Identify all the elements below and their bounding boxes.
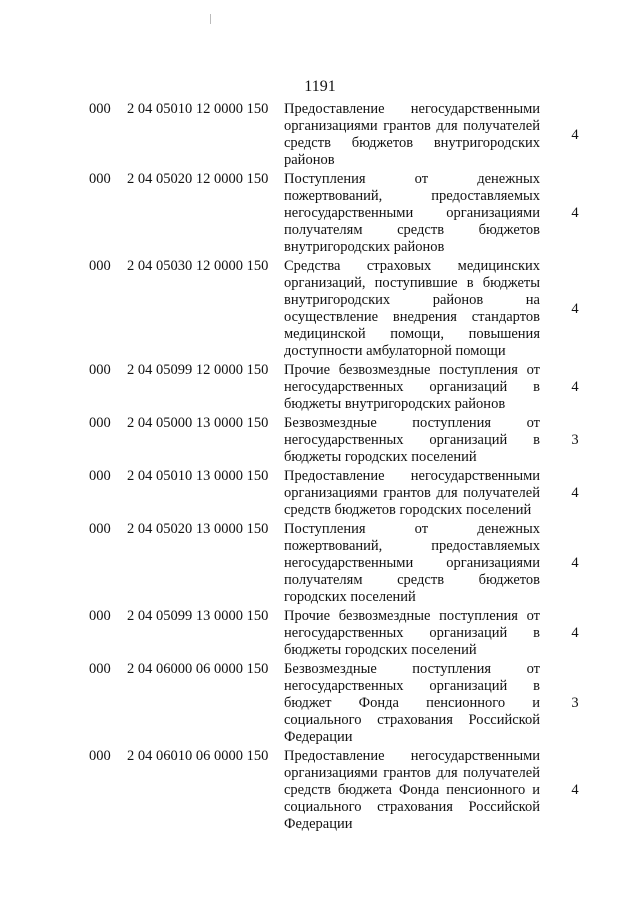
level: 3: [571, 695, 579, 711]
budget-code: 2 04 05020 12 0000 150: [127, 171, 269, 187]
level: 4: [571, 782, 579, 798]
admin-code: 000: [89, 661, 111, 677]
admin-code: 000: [89, 748, 111, 764]
income-name: Предоставление негосударственными организациями грантов для получателей средств бюджета Фонда пенсионного и социального страхования Российской Федерации: [284, 748, 540, 832]
income-name: Поступления от денежных пожертвований, предоставляемых негосударственными организациями получателям средств бюджетов городских поселений: [284, 521, 540, 605]
admin-code: 000: [89, 258, 111, 274]
table-row: [0, 608, 640, 659]
table-row: [0, 415, 640, 466]
level: 4: [571, 300, 579, 317]
income-name: Прочие безвозмездные поступления от негосударственных организаций в бюджеты внутригородских районов: [284, 362, 540, 412]
admin-code: 000: [89, 101, 111, 117]
level: 4: [571, 555, 579, 571]
budget-code: 2 04 05010 12 0000 150: [127, 101, 269, 117]
level: 4: [571, 485, 579, 501]
table-row: [0, 258, 640, 360]
income-name: Предоставление негосударственными организациями грантов для получателей средств бюджетов внутригородских районов: [284, 101, 540, 168]
admin-code: 000: [89, 171, 111, 187]
table-row: [0, 362, 640, 413]
budget-code: 2 04 05010 13 0000 150: [127, 468, 269, 484]
income-name: Прочие безвозмездные поступления от негосударственных организаций в бюджеты городских поселений: [284, 608, 540, 658]
scan-mark: [210, 14, 211, 24]
income-name: Безвозмездные поступления от негосударственных организаций в бюджеты городских поселений: [284, 415, 540, 465]
admin-code: 000: [89, 468, 111, 484]
table-row: [0, 468, 640, 519]
table-row: [0, 661, 640, 746]
income-name: Безвозмездные поступления от негосударственных организаций в бюджет Фонда пенсионного и социального страхования Российской Федерации: [284, 661, 540, 745]
income-name: Предоставление негосударственными организациями грантов для получателей средств бюджетов городских поселений: [284, 468, 540, 518]
budget-code: 2 04 06010 06 0000 150: [127, 748, 269, 764]
admin-code: 000: [89, 415, 111, 431]
level: 4: [571, 126, 579, 143]
level: 3: [571, 432, 579, 448]
budget-code: 2 04 05099 13 0000 150: [127, 608, 269, 624]
level: 4: [571, 379, 579, 395]
page-number: 1191: [304, 78, 336, 95]
table-row: [0, 748, 640, 833]
budget-code: 2 04 05099 12 0000 150: [127, 362, 269, 378]
income-name: Поступления от денежных пожертвований, предоставляемых негосударственными организациями получателям средств бюджетов внутригородских районов: [284, 171, 540, 255]
budget-code: 2 04 06000 06 0000 150: [127, 661, 269, 677]
admin-code: 000: [89, 608, 111, 624]
admin-code: 000: [89, 521, 111, 537]
budget-code: 2 04 05000 13 0000 150: [127, 415, 269, 431]
table-row: [0, 101, 640, 169]
level: 4: [571, 625, 579, 641]
admin-code: 000: [89, 362, 111, 378]
budget-code: 2 04 05020 13 0000 150: [127, 521, 269, 537]
table-row: [0, 171, 640, 256]
income-name: Средства страховых медицинских организаций, поступившие в бюджеты внутригородских районов на осуществление внедрения стандартов медицинской помощи, повышения доступности амбулаторной помощи: [284, 258, 540, 359]
budget-code: 2 04 05030 12 0000 150: [127, 258, 269, 274]
budget-code-table: [0, 101, 640, 835]
table-row: [0, 521, 640, 606]
level: 4: [571, 205, 579, 221]
